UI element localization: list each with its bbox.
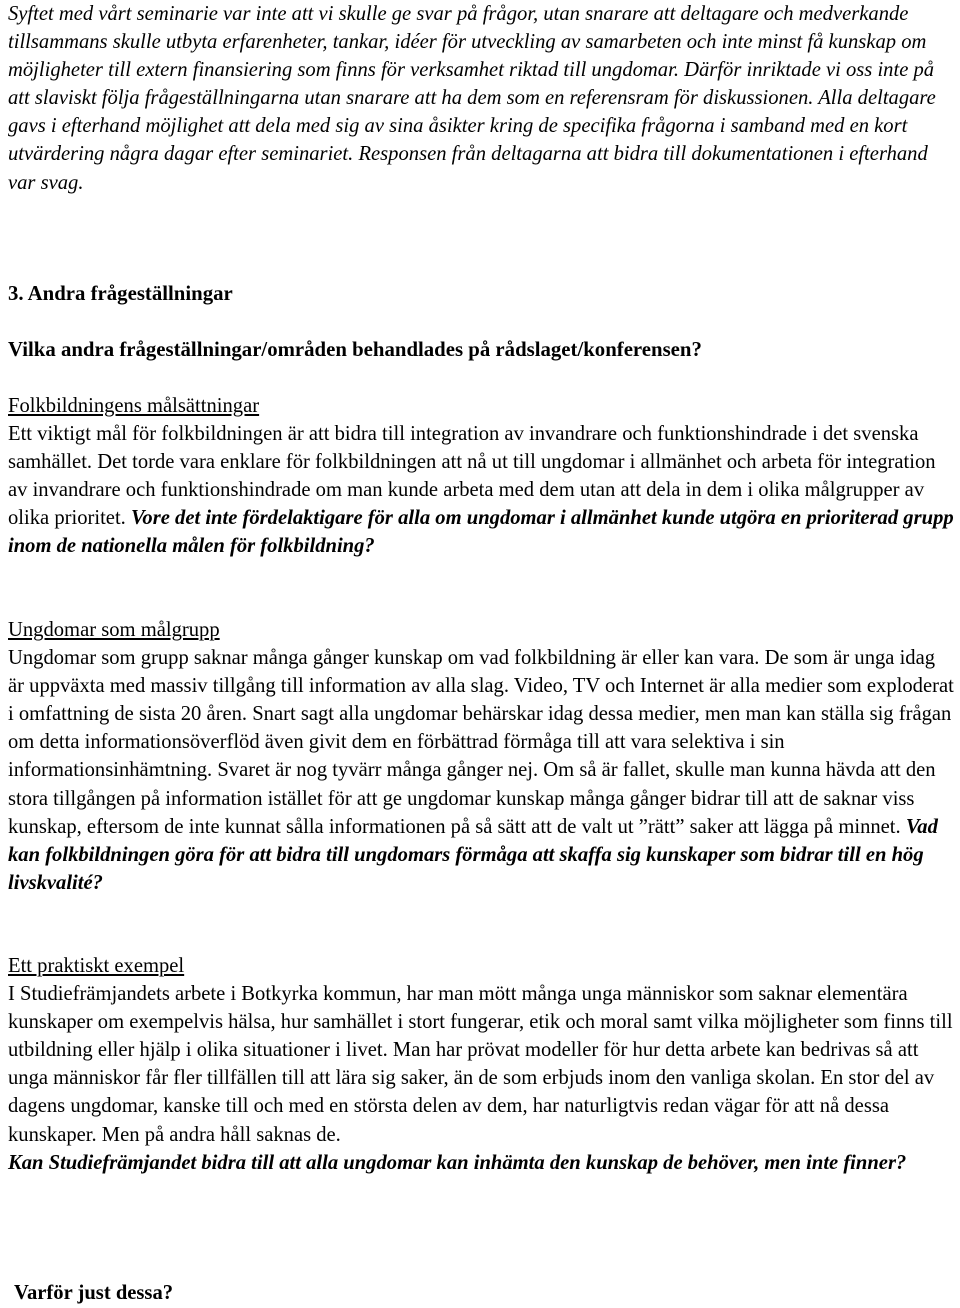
folkbildning-text: Ett viktigt mål för folkbildningen är att bidra till integration av invandrare och funktionshindrade i det svenska samhället. Det torde vara enklare för folkbildningen att nå ut till ungdomar i allmänhet och arbeta för integration av invandrare och funktionshindrade om man kunde arbeta med dem utan att dela in dem i olika målgrupper av olika prioritet. <box>8 423 936 530</box>
exempel-section <box>8 952 956 1177</box>
ungdomar-question: Vad kan folkbildningen göra för att bidra till ungdomars förmåga att skaffa sig kunskaper som bidrar till en hög livskvalité? <box>8 815 938 894</box>
exempel-title: Ett praktiskt exempel <box>8 955 185 977</box>
ungdomar-body <box>8 644 956 897</box>
ungdomar-text: Ungdomar som grupp saknar många gånger kunskap om vad folkbildning är eller kan vara. De som är unga idag är uppväxta med massiv tillgång till information av alla slag. Video, TV och Internet är alla medier som exploderat i omfattning de sista 20 åren. Snart sagt alla ungdomar behärskar idag dessa medier, men man kan ställa sig frågan om detta informationsöverflöd även givit dem en förbättrad förmåga till att vara selektiva i sin informationsinhämtning. Svaret är nog tyvärr många gånger nej. Om så är fallet, skulle man kunna hävda att den stora tillgången på information istället för att ge ungdomar kunskap många gånger bidrar till att de saknar viss kunskap, eftersom de inte kunnat sålla informationen på så sätt att de valt ut ”rätt” saker att lägga på minnet. <box>8 647 954 838</box>
folkbildning-section <box>8 392 956 561</box>
exempel-text: I Studiefrämjandets arbete i Botkyrka kommun, har man mött många unga människor som saknar elementära kunskaper om exempelvis hälsa, hur samhället i stort fungerar, etik och moral samt vilka möjligheter som finns till utbildning eller hjälp i olika situationer i livet. Man har prövat modeller för hur detta arbete kan bedrivas så att unga människor får fler tillfällen till att lära sig saker, än de som erbjuds inom den vanliga skolan. En stor del av dagens ungdomar, kanske till och med en största delen av dem, har naturligtvis redan vägar för att nå dessa kunskaper. Men på andra håll saknas de. <box>8 983 953 1146</box>
ungdomar-section <box>8 616 956 897</box>
section-question: Vilka andra frågeställningar/områden behandlades på rådslaget/konferensen? <box>8 338 702 361</box>
folkbildning-question: Vore det inte fördelaktigare för alla om ungdomar i allmänhet kunde utgöra en prioriterad grupp inom de nationella målen för folkbildning? <box>8 507 954 558</box>
folkbildning-body <box>8 420 956 560</box>
ungdomar-title: Ungdomar som målgrupp <box>8 619 220 641</box>
section-heading: 3. Andra frågeställningar <box>8 282 233 305</box>
folkbildning-title: Folkbildningens målsättningar <box>8 395 260 417</box>
footer-question: Varför just dessa? <box>14 1282 174 1304</box>
exempel-question: Kan Studiefrämjandet bidra till att alla ungdomar kan inhämta den kunskap de behöver, men inte finner? <box>8 1151 907 1174</box>
intro-paragraph: Syftet med vårt seminarie var inte att vi skulle ge svar på frågor, utan snarare att deltagare och medverkande tillsammans skulle utbyta erfarenheter, tankar, idéer för utveckling av samarbeten och inte minst få kunskap om möjligheter till extern finansiering som finns för verksamhet riktad till ungdomar. Därför inriktade vi oss inte på att slaviskt följa frågeställningarna utan snarare att ha dem som en referensram för diskussionen. Alla deltagare gavs i efterhand möjlighet att dela med sig av sina åsikter kring de specifika frågorna i samband med en kort utvärdering några dagar efter seminariet. Responsen från deltagarna att bidra till dokumentationen i efterhand var svag. <box>8 3 936 194</box>
